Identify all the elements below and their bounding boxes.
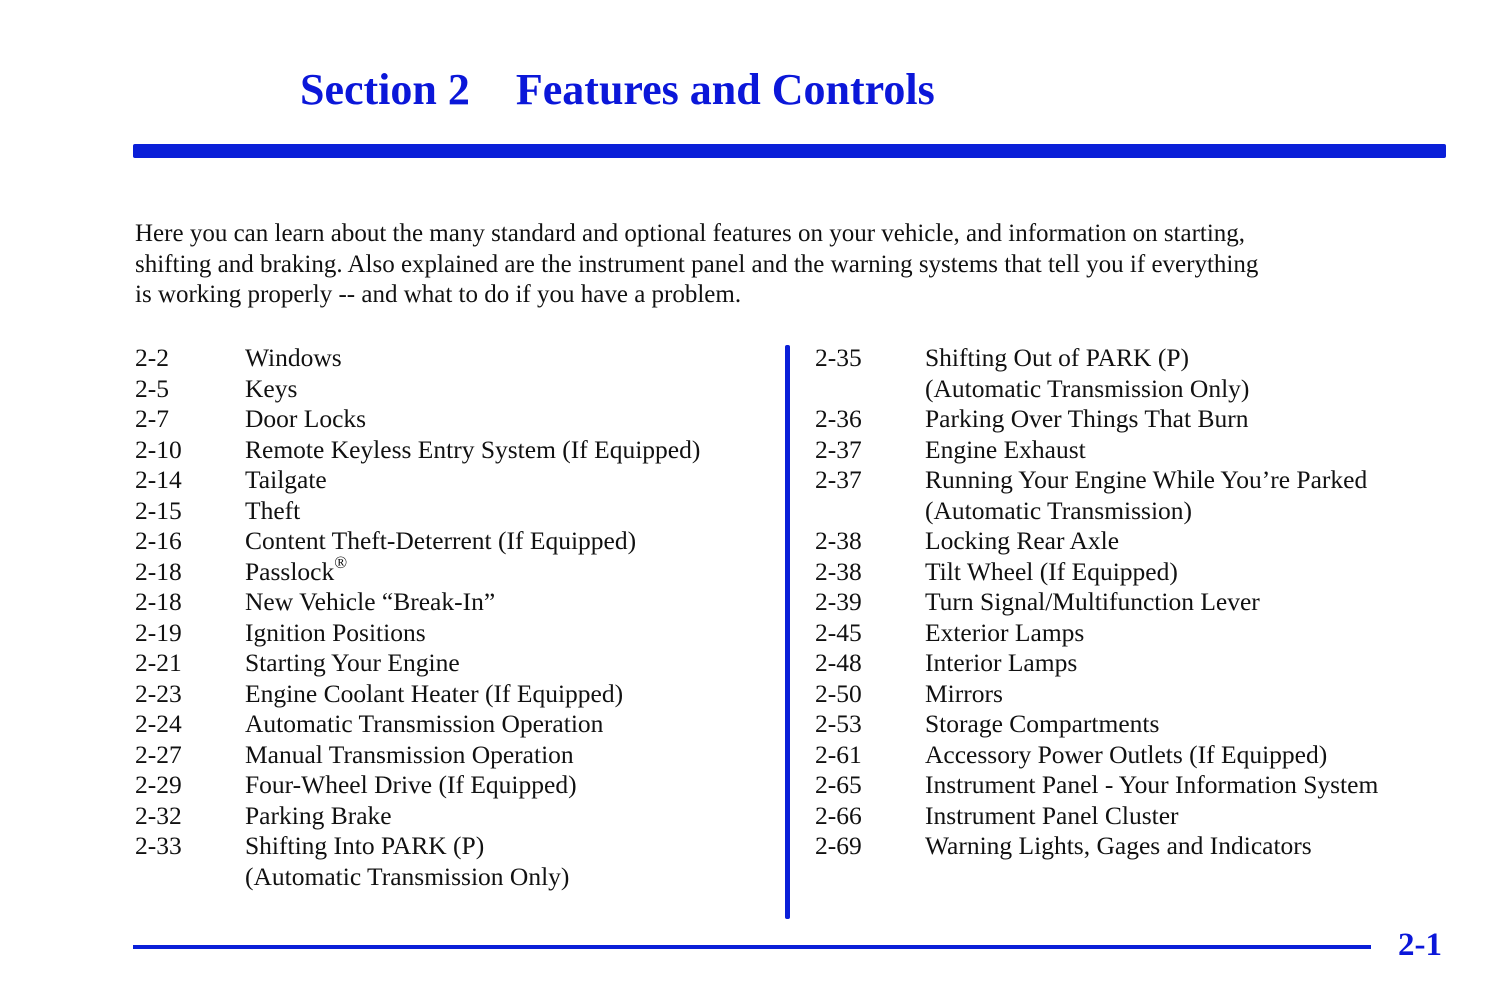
toc-entry[interactable] — [135, 552, 775, 588]
toc-entry[interactable] — [135, 831, 775, 892]
toc-page: 2-5 — [135, 373, 169, 403]
intro-line: shifting and braking. Also explained are the instrument panel and the warning systems that tell you if everything — [135, 250, 1259, 278]
toc-page: 2-16 — [135, 526, 182, 555]
toc-entry[interactable] — [135, 801, 775, 832]
toc-page: 2-69 — [815, 831, 862, 860]
toc-title: Ignition Positions — [245, 617, 426, 647]
toc-page: 2-45 — [815, 617, 862, 647]
toc-left-column — [135, 343, 775, 892]
toc-page: 2-24 — [135, 709, 182, 738]
toc-page: 2-18 — [135, 587, 182, 616]
toc-entry[interactable] — [135, 770, 775, 801]
toc-page: 2-36 — [815, 404, 862, 433]
toc-title: Exterior Lamps — [925, 617, 1085, 647]
toc-title: Remote Keyless Entry System (If Equipped) — [245, 434, 701, 464]
intro-line: is working properly -- and what to do if you have a problem. — [135, 281, 742, 308]
toc-entry[interactable] — [135, 618, 775, 649]
toc-title: Running Your Engine While You’re Parked — [925, 465, 1368, 494]
toc-entry[interactable] — [815, 831, 1455, 862]
toc-page: 2-2 — [135, 343, 169, 372]
section-label: Section 2 — [300, 65, 470, 114]
toc-entry[interactable] — [135, 740, 775, 771]
toc-title: Theft — [245, 495, 301, 525]
header-rule — [133, 144, 1446, 158]
toc-title: Shifting Into PARK (P) — [245, 831, 485, 860]
page-title — [300, 64, 935, 116]
toc-entry[interactable] — [815, 801, 1455, 832]
toc-entry[interactable] — [815, 679, 1455, 710]
toc-page: 2-32 — [135, 800, 182, 830]
section-title: Features and Controls — [515, 65, 935, 114]
toc-page: 2-35 — [815, 343, 862, 372]
toc-title: Engine Exhaust — [925, 434, 1086, 464]
toc-page: 2-39 — [815, 587, 862, 616]
toc-title: Content Theft-Deterrent (If Equipped) — [245, 526, 637, 555]
toc-page: 2-19 — [135, 617, 182, 647]
toc-title: Passlock — [245, 556, 335, 586]
toc-entry[interactable] — [135, 587, 775, 618]
toc-page: 2-23 — [135, 678, 182, 708]
toc-page: 2-61 — [815, 739, 862, 769]
toc-page: 2-66 — [815, 800, 862, 830]
toc-title: Shifting Out of PARK (P) — [925, 343, 1190, 372]
toc-entry[interactable] — [815, 648, 1455, 679]
toc-title: Tailgate — [245, 465, 327, 494]
toc-title: Instrument Panel Cluster — [925, 800, 1179, 830]
toc-entry[interactable] — [135, 465, 775, 496]
toc-page: 2-7 — [135, 404, 169, 433]
toc-title: Engine Coolant Heater (If Equipped) — [245, 678, 624, 708]
toc-title: Instrument Panel - Your Information System — [925, 770, 1379, 799]
toc-entry[interactable] — [135, 526, 775, 557]
toc-entry[interactable] — [815, 435, 1455, 466]
toc-page: 2-10 — [135, 434, 182, 464]
intro-paragraph — [135, 219, 1405, 311]
toc-title: Four-Wheel Drive (If Equipped) — [245, 770, 577, 799]
toc-title: Manual Transmission Operation — [245, 739, 574, 769]
toc-entry[interactable] — [815, 526, 1455, 557]
toc-page: 2-38 — [815, 526, 862, 555]
toc-entry[interactable] — [815, 587, 1455, 618]
toc-title: Turn Signal/Multifunction Lever — [925, 587, 1260, 616]
footer-rule — [133, 945, 1371, 949]
toc-entry[interactable] — [135, 648, 775, 679]
toc-page: 2-18 — [135, 556, 182, 586]
toc-entry[interactable] — [815, 404, 1455, 435]
toc-title: Door Locks — [245, 404, 367, 433]
toc-title-continued: (Automatic Transmission) — [925, 495, 1193, 525]
toc-entry[interactable] — [135, 679, 775, 710]
toc-page: 2-37 — [815, 434, 862, 464]
toc-entry[interactable] — [135, 404, 775, 435]
toc-page: 2-38 — [815, 556, 862, 586]
toc-entry[interactable] — [815, 709, 1455, 740]
toc-page: 2-14 — [135, 465, 182, 494]
toc-title: Automatic Transmission Operation — [245, 709, 604, 738]
registered-mark: ® — [334, 552, 348, 572]
toc-entry[interactable] — [815, 343, 1455, 404]
intro-line: Here you can learn about the many standard and optional features on your vehicle, and information on starting, — [135, 220, 1246, 247]
toc-title: Keys — [245, 373, 298, 403]
toc-entry[interactable] — [815, 465, 1455, 526]
toc-title: Tilt Wheel (If Equipped) — [925, 556, 1178, 586]
toc-entry[interactable] — [135, 496, 775, 527]
toc-title: New Vehicle “Break-In” — [245, 587, 496, 616]
toc-page: 2-29 — [135, 770, 182, 799]
toc-page: 2-48 — [815, 648, 862, 677]
toc-entry[interactable] — [135, 374, 775, 405]
toc-right-column — [815, 343, 1455, 862]
toc-title: Interior Lamps — [925, 648, 1078, 677]
column-divider — [785, 345, 790, 919]
toc-page: 2-53 — [815, 709, 862, 738]
toc-page: 2-65 — [815, 770, 862, 799]
toc-title: Starting Your Engine — [245, 648, 460, 677]
toc-title-continued: (Automatic Transmission Only) — [245, 861, 570, 891]
toc-title: Locking Rear Axle — [925, 526, 1120, 555]
toc-entry[interactable] — [815, 770, 1455, 801]
toc-page: 2-50 — [815, 678, 862, 708]
toc-entry[interactable] — [815, 618, 1455, 649]
toc-title-with-mark — [245, 552, 348, 588]
toc-title: Warning Lights, Gages and Indicators — [925, 831, 1312, 860]
toc-page: 2-27 — [135, 739, 182, 769]
toc-title: Windows — [245, 343, 342, 372]
toc-title: Parking Brake — [245, 800, 392, 830]
toc-page: 2-37 — [815, 465, 862, 494]
toc-title-continued: (Automatic Transmission Only) — [925, 373, 1250, 403]
toc-entry[interactable] — [815, 557, 1455, 588]
toc-entry[interactable] — [135, 709, 775, 740]
toc-entry[interactable] — [815, 740, 1455, 771]
toc-entry[interactable] — [135, 343, 775, 374]
toc-entry[interactable] — [135, 435, 775, 466]
toc-page: 2-33 — [135, 831, 182, 860]
page-number: 2-1 — [1398, 927, 1442, 963]
toc-title: Storage Compartments — [925, 709, 1160, 738]
toc-page: 2-15 — [135, 495, 182, 525]
toc-title: Parking Over Things That Burn — [925, 404, 1249, 433]
toc-page: 2-21 — [135, 648, 182, 677]
toc-title: Mirrors — [925, 678, 1003, 708]
toc-title: Accessory Power Outlets (If Equipped) — [925, 739, 1328, 769]
